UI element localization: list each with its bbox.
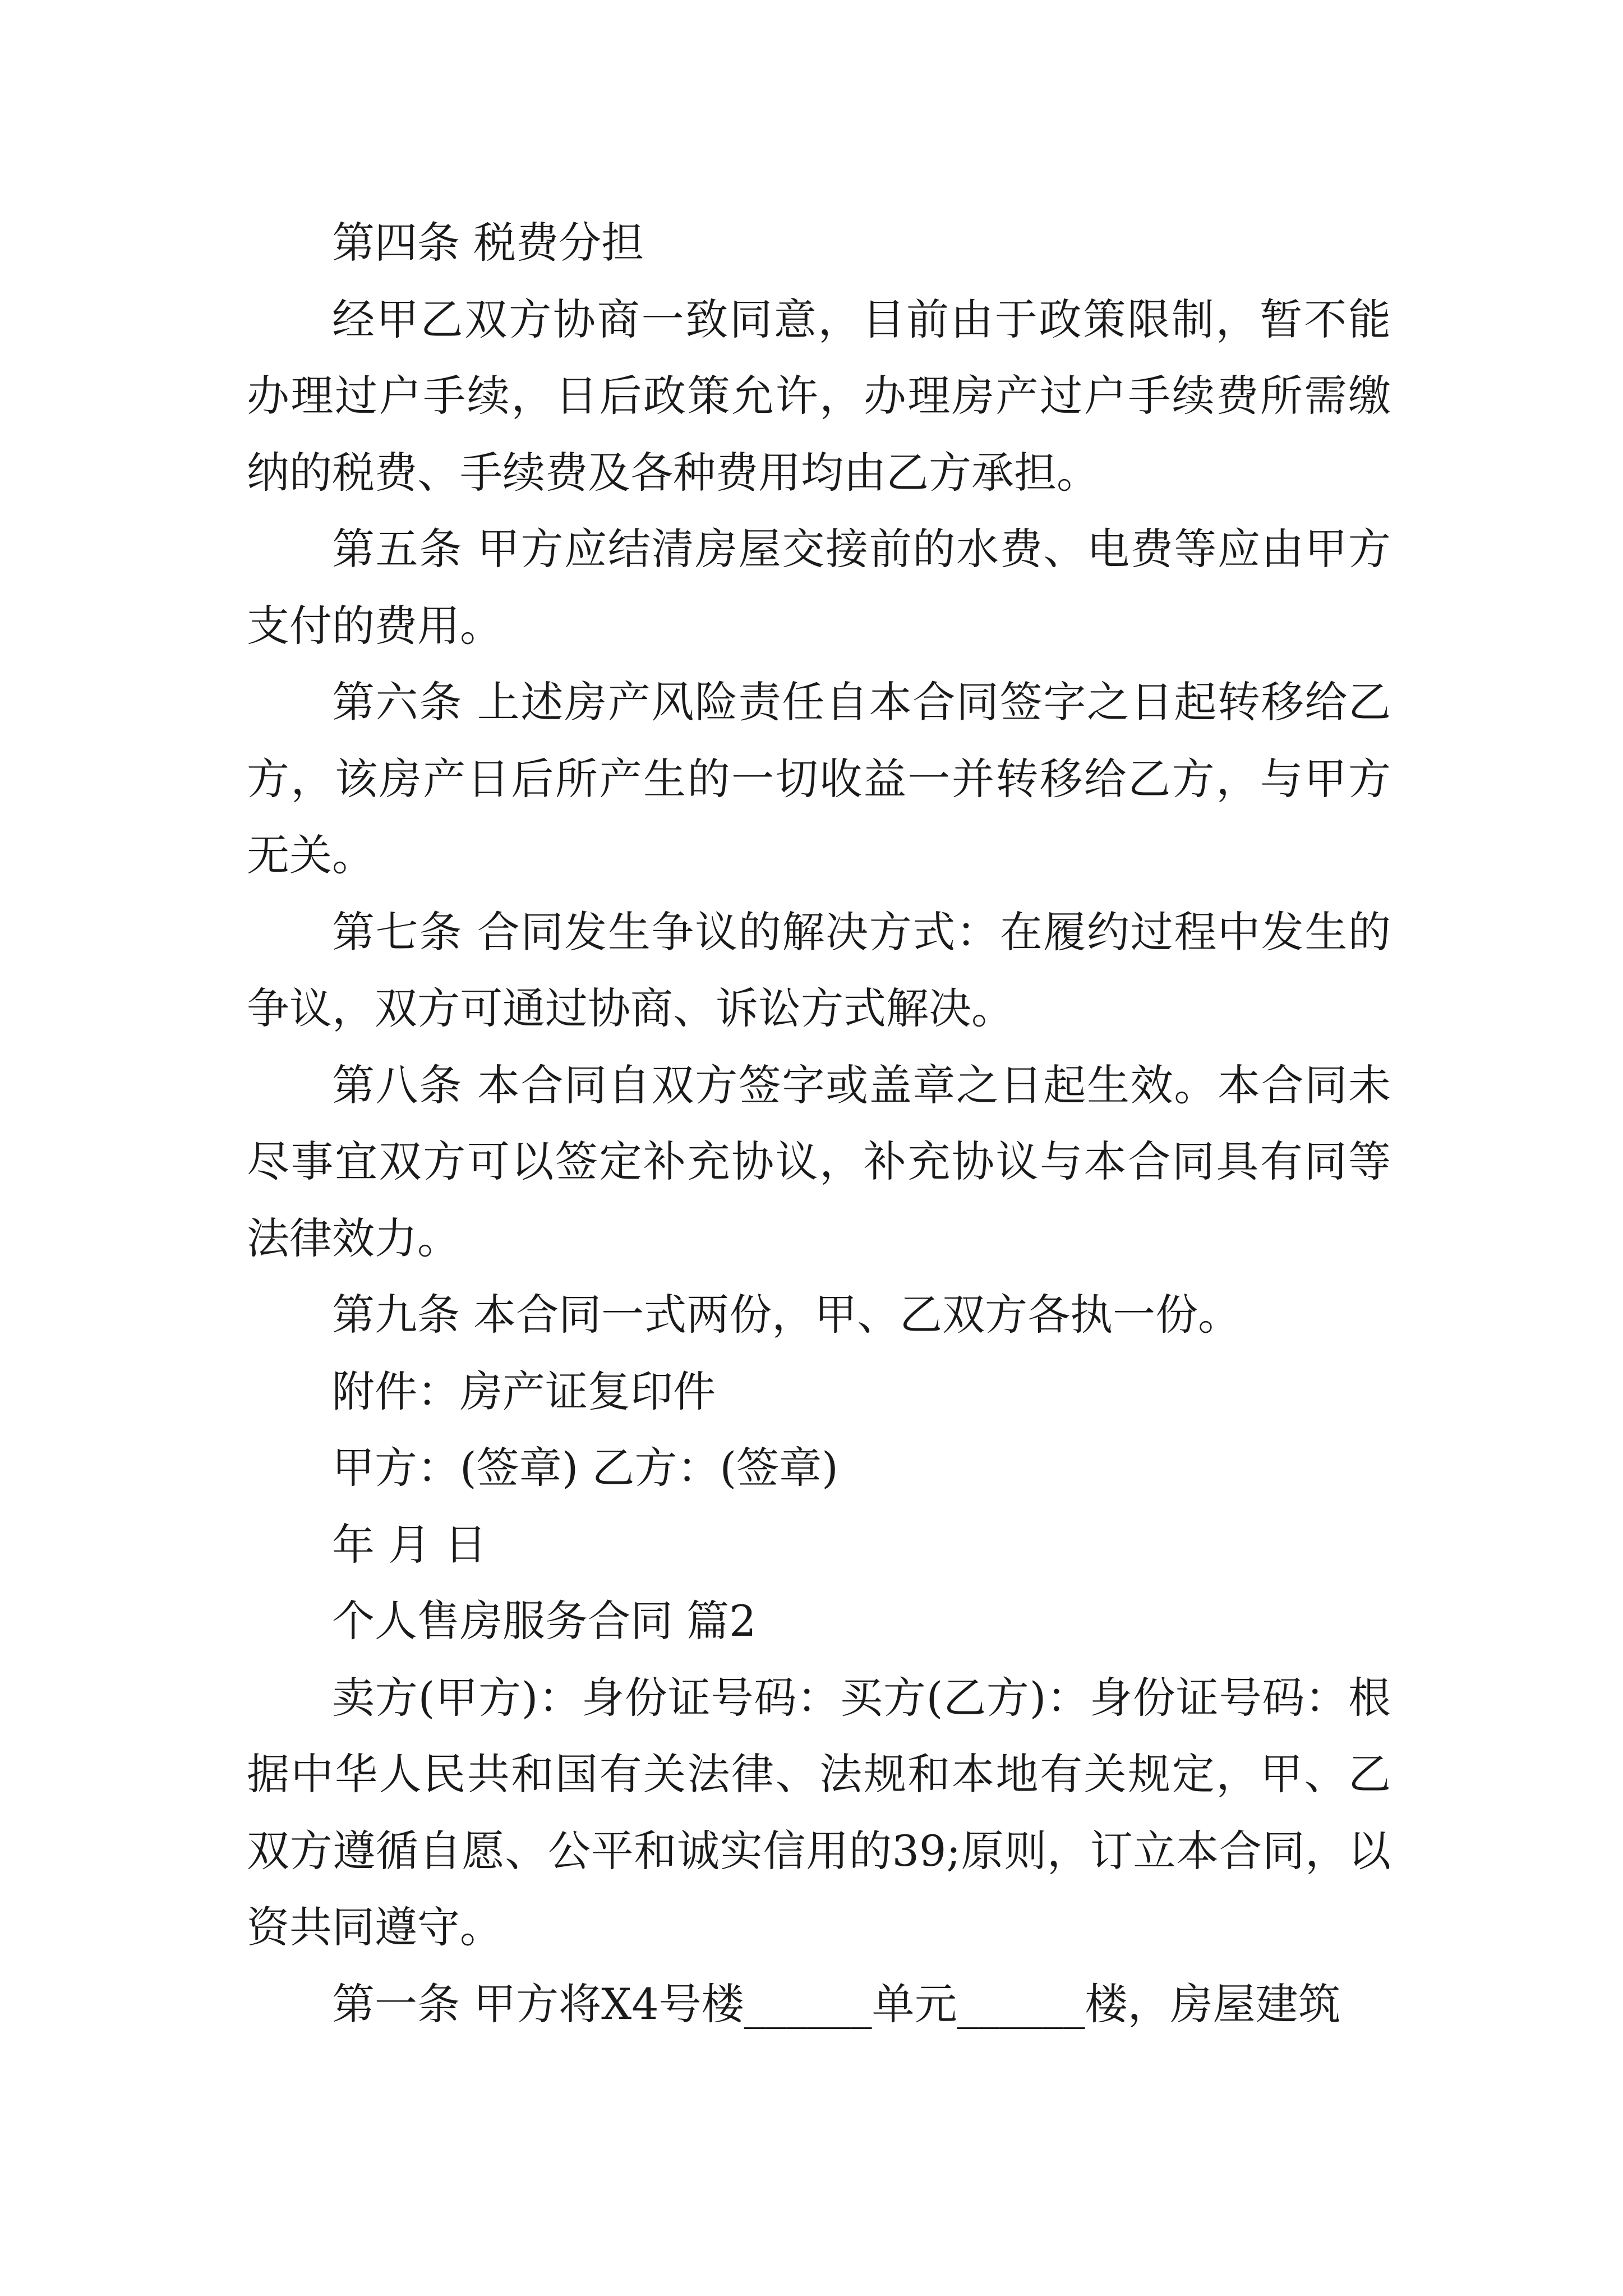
clause-6: 第六条 上述房产风险责任自本合同签字之日起转移给乙方，该房产日后所产生的一切收益一并转移给乙方，与甲方无关。	[247, 677, 1391, 880]
clause-4-title: 第四条 税费分担	[332, 218, 644, 268]
parties-intro: 卖方(甲方)：身份证号码：买方(乙方)：身份证号码：根据中华人民共和国有关法律、法规和本地有关规定，甲、乙双方遵循自愿、公平和诚实信用的39;原则，订立本合同，以资共同遵守。	[247, 1672, 1391, 1952]
clause-4-text: 经甲乙双方协商一致同意，目前由于政策限制，暂不能办理过户手续，日后政策允许，办理房产过户手续费所需缴纳的税费、手续费及各种费用均由乙方承担。	[247, 294, 1391, 498]
signature-line: 甲方：(签章) 乙方：(签章)	[332, 1443, 838, 1493]
section-heading: 个人售房服务合同 篇2	[332, 1596, 757, 1646]
clause-8: 第八条 本合同自双方签字或盖章之日起生效。本合同未尽事宜双方可以签定补充协议，补充协议与本合同具有同等法律效力。	[247, 1060, 1391, 1263]
clause-1: 第一条 甲方将X4号楼______单元______楼，房屋建筑	[332, 1978, 1341, 2029]
clause-5: 第五条 甲方应结清房屋交接前的水费、电费等应由甲方支付的费用。	[247, 524, 1391, 651]
attachment-line: 附件：房产证复印件	[332, 1366, 716, 1416]
document-body	[247, 205, 1391, 2042]
clause-9: 第九条 本合同一式两份，甲、乙双方各执一份。	[332, 1290, 1241, 1340]
date-line: 年 月 日	[332, 1519, 487, 1570]
clause-7: 第七条 合同发生争议的解决方式：在履约过程中发生的争议，双方可通过协商、诉讼方式解决。	[247, 907, 1391, 1033]
